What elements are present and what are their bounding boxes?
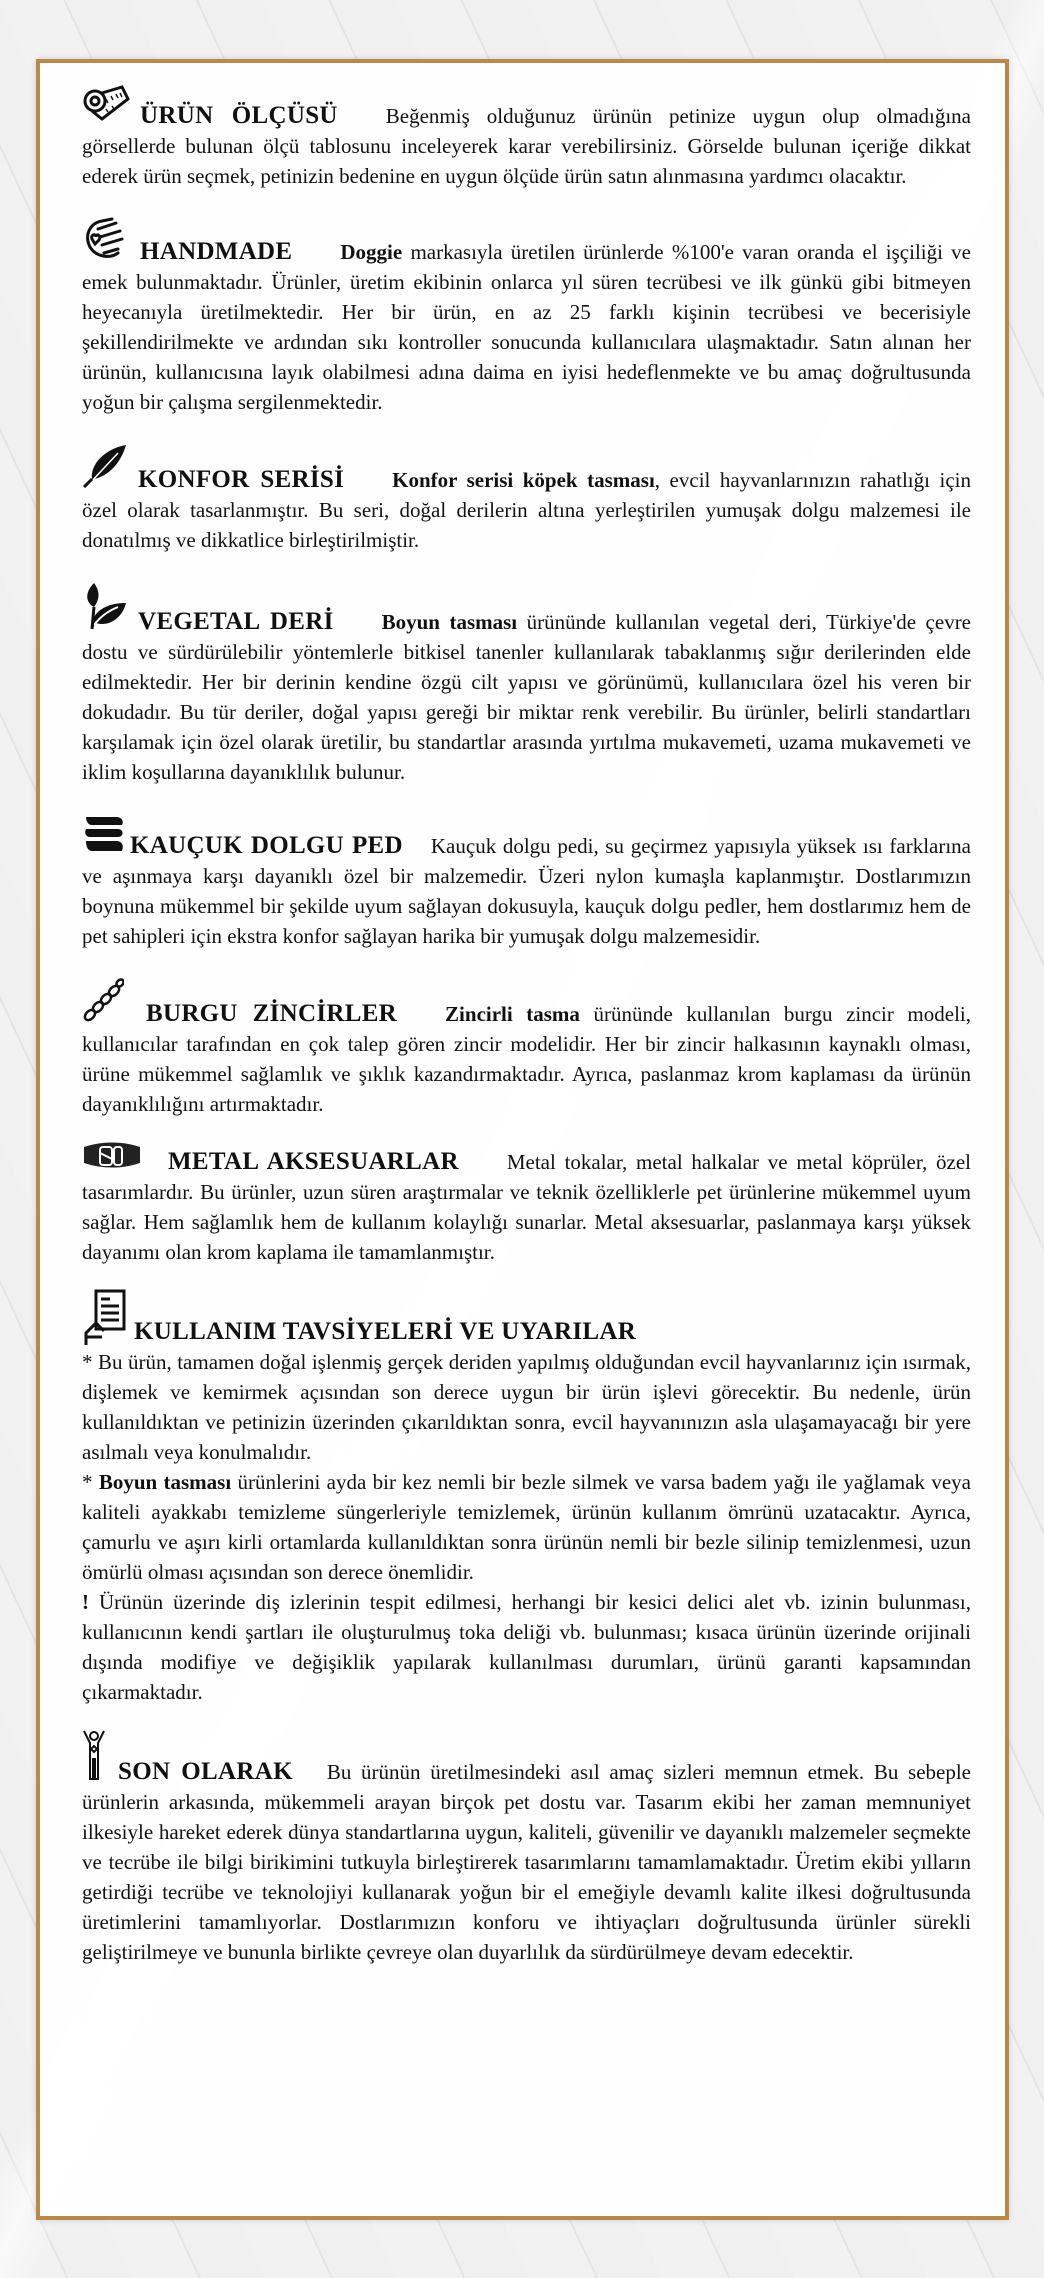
section-title: ÜRÜN ÖLÇÜSÜ: [140, 102, 338, 129]
section-kaucuk-dolgu-ped: [82, 813, 971, 951]
section-title: BURGU ZİNCİRLER: [146, 1000, 398, 1027]
highlight-text: Boyun tasması: [381, 610, 518, 634]
section-vegetal-deri: [82, 581, 971, 787]
collar-buckle-icon: [82, 1141, 142, 1171]
chain-icon: [82, 977, 124, 1023]
section-title: METAL AKSESUARLAR: [168, 1148, 459, 1175]
info-card: [36, 59, 1009, 2220]
section-burgu-zincirler: [82, 977, 971, 1119]
section-title: HANDMADE: [140, 238, 293, 265]
info-content: [82, 85, 971, 1967]
section-body: Bu ürünün üretilmesindeki asıl amaç sizleri memnun etmek. Bu sebeple ürünlerin arkasında, mükemmeli arayan birçok pet dostu var. Tasarım ekibi her zaman memnuniyet ilkesiyle hareket ederek dünya standartlarına uygun, kaliteli, güvenilir ve dayanıklı malzemeler seçmekte ve tecrübe ile bilgi birikimini tutkuyla birleştirerek tasarımlarını tamamlamaktadır. Üretim ekibi yılların getirdiği tecrübe ve teknolojiyi kullanarak yoğun bir el emeğiyle devamlı kalite ilkesi doğrultusunda üretimlerini tamamlıyorlar. Dostlarımızın konforu ve ihtiyaçları doğrultusunda ürünler sürekli geliştirilmeye ve bununla birlikte çevreye olan duyarlılık da sürdürülmeye devam edecektir.: [82, 1760, 971, 1964]
section-handmade: [82, 217, 971, 417]
paragraph-text: ürünlerini ayda bir kez nemli bir bezle silmek ve varsa badem yağı ile yağlamak veya kaliteli ayakkabı temizleme süngerleriyle temizlemek, ürünün kullanım ömrünü uzatacaktır. Ayrıca, çamurlu ve aşırı kirli ortamlarda kullanıldıktan sonra ürünün nemli bir bezle silinip temizlenmesi, uzun ömürlü olması açısından son derece önemlidir.: [82, 1470, 971, 1584]
section-body: Beğenmiş olduğunuz ürünün petinize uygun olup olmadığına görsellerde bulunan ölçü tablosunu inceleyerek karar verebilirsiniz. Görselde bulunan içeriğe dikkat ederek ürün seçmek, petinizin bedenine en uygun ölçüde ürün satın alınmasına yardımcı olacaktır.: [82, 104, 971, 188]
brand-name: Doggie: [340, 240, 403, 264]
section-title: KULLANIM TAVSİYELERİ VE UYARILAR: [134, 1318, 637, 1345]
section-body: Metal tokalar, metal halkalar ve metal köprüler, özel tasarımlardır. Bu ürünler, uzun süren araştırmalar ve teknik özelliklerle pet ürünlerine mükemmel uyum sağlar. Hem sağlamlık hem de kullanım kolaylığı sunarlar. Metal aksesuarlar, paslanmaya karşı yüksek dayanımı olan krom kaplama ile tamamlanmıştır.: [82, 1150, 971, 1264]
leaf-icon: [82, 581, 128, 631]
document-hand-icon: [82, 1289, 128, 1347]
section-title: SON OLARAK: [118, 1758, 293, 1785]
paragraph-text: Ürünün üzerinde diş izlerinin tespit edilmesi, herhangi bir kesici delici alet vb. izinin bulunması, kullanıcının kendi şartları ile oluşturulmuş toka deliği vb. bulunması; kısaca ürünün üzerinde orijinali dışında modifiye ve değişiklik yapılarak kullanılması durumları, ürünü garanti kapsamından çıkarmaktadır.: [82, 1590, 971, 1704]
section-body: Kauçuk dolgu pedi, su geçirmez yapısıyla yüksek ısı farklarına ve aşınmaya karşı dayanıklı özel bir malzemedir. Üzeri nylon kumaşla kaplanmıştır. Dostlarımızın boynuna mükemmel bir şekilde uyum sağlayan dokusuyla, kauçuk dolgu pedler, hem dostlarımız hem de pet sahipleri için ekstra konfor sağlayan harika bir yumuşak dolgu malzemesidir.: [82, 834, 971, 948]
section-metal-aksesuarlar: [82, 1141, 971, 1267]
highlight-text: Zincirli tasma: [445, 1002, 580, 1026]
section-body: ürününde kullanılan vegetal deri, Türkiye'de çevre dostu ve sürdürülebilir yöntemlerle bitkisel tanenler kullanılarak tabaklanmış sığır derilerinden elde edilmektedir. Her bir derinin kendine özgü cilt yapısı ve görünümü, kullanıcılara özel his veren bir dokudadır. Bu tür deriler, doğal yapısı gereği bir miktar renk verebilir. Bu ürünler, belirli standartları karşılamak için özel olarak üretilir, bu standartlar arasında yırtılma mukavemeti, uzama mukavemeti ve iklim koşullarına dayanıklılık bulunur.: [82, 610, 972, 784]
section-title: KONFOR SERİSİ: [138, 466, 345, 493]
measuring-tape-icon: [82, 85, 130, 125]
section-son-olarak: [82, 1729, 971, 1967]
section-body: , evcil hayvanlarınızın rahatlığı için özel olarak tasarlanmıştır. Bu seri, doğal derilerin altına yerleştirilen yumuşak dolgu malzemesi ile donatılmış ve dikkatlice birleştirilmiştir.: [82, 468, 971, 552]
warning-paragraph-2: [82, 1467, 971, 1587]
feather-icon: [82, 443, 128, 489]
highlight-text: Boyun tasması: [98, 1470, 232, 1494]
section-kullanim-tavsiyeleri: [82, 1289, 971, 1707]
highlight-text: Konfor serisi köpek tasması: [392, 468, 655, 492]
section-konfor-serisi: [82, 443, 971, 555]
section-body: ürününde kullanılan burgu zincir modeli, kullanıcılar tarafından en çok talep gören zincir modelidir. Her bir zincir halkasının kaynaklı olması, ürüne mükemmel sağlamlık ve şıklık kazandırmaktadır. Ayrıca, paslanmaz krom kaplaması da ürünün dayanıklılığını artırmaktadır.: [82, 1002, 972, 1116]
layered-pad-icon: [82, 813, 126, 855]
warning-paragraph-3: [82, 1587, 971, 1707]
person-raising-arms-icon: [82, 1729, 106, 1781]
warning-paragraph-1: * Bu ürün, tamamen doğal işlenmiş gerçek deriden yapılmış olduğundan evcil hayvanlarınız için ısırmak, dişlemek ve kemirmek açısından son derece uygun bir ürün işlevi görecektir. Bu nedenle, ürün kullanıldıktan ve petinizin üzerinden çıkarıldıktan sonra, evcil hayvanınızın asla ulaşamayacağı bir yere asılmalı veya konulmalıdır.: [82, 1350, 971, 1464]
bullet-marker: *: [82, 1470, 99, 1494]
section-body: markasıyla üretilen ürünlerde %100'e varan oranda el işçiliği ve emek bulunmaktadır. Ürünler, üretim ekibinin onlarca yıl süren tecrübesi ve ilk günkü gibi bitmeyen heyecanıyla üretilmektedir. Her bir ürün, en az 25 farklı kişinin tecrübesi ve becerisiyle şekillendirilmekte ve ardından sıkı kontroller sonucunda kullanıcılara ulaşmaktadır. Satın alınan her ürünün, kullanıcısına layık olabilmesi adına daima en iyisi hedeflenmekte ve bu amaç doğrultusunda yoğun bir çalışma sergilenmektedir.: [82, 240, 971, 414]
section-urun-olcusu: [82, 85, 971, 191]
section-title: VEGETAL DERİ: [138, 608, 334, 635]
warning-mark: !: [82, 1590, 89, 1614]
handmade-hand-heart-icon: [82, 217, 130, 261]
section-title: KAUÇUK DOLGU PED: [130, 832, 403, 859]
